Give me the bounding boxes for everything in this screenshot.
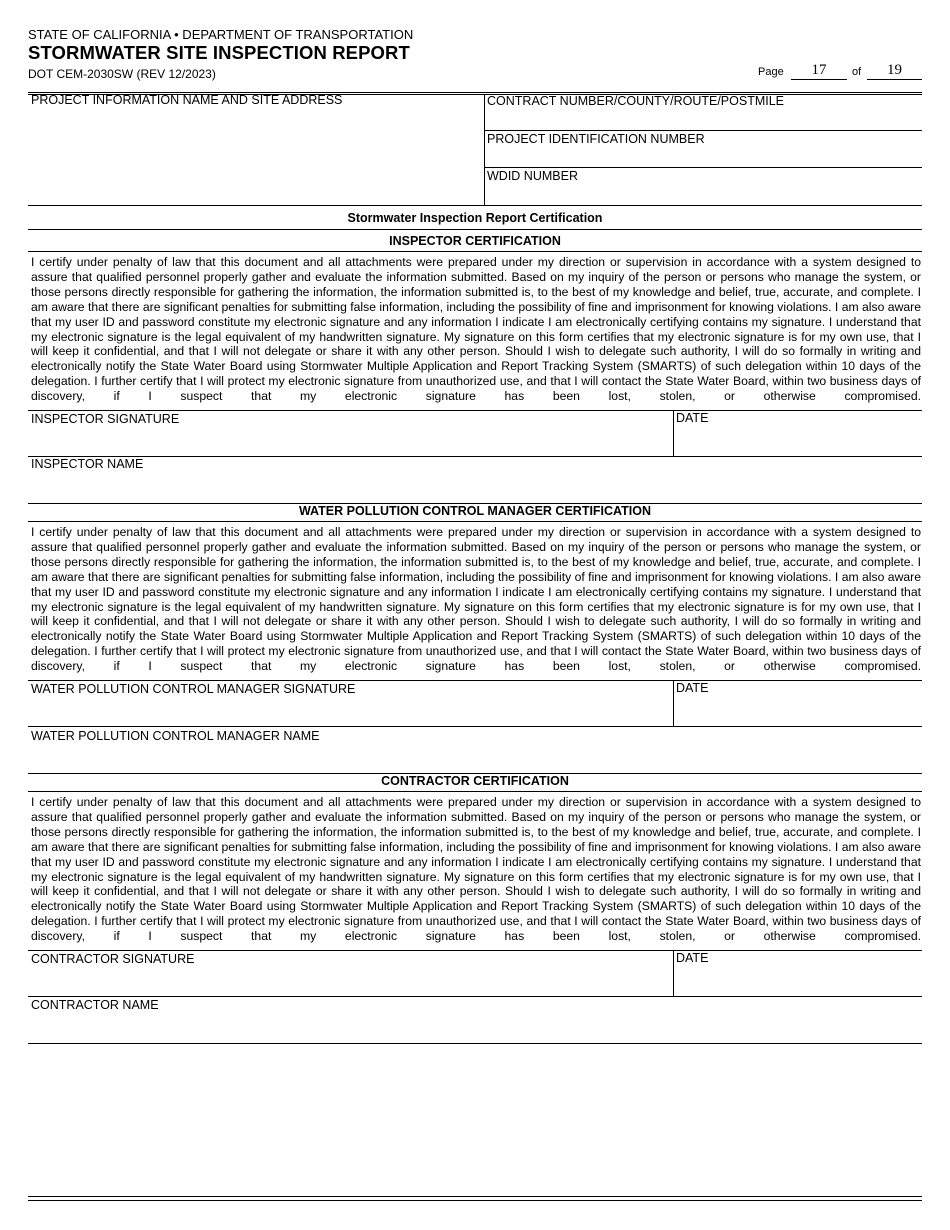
form-title: STORMWATER SITE INSPECTION REPORT (28, 42, 410, 63)
inspector-signature-field[interactable]: INSPECTOR SIGNATURE (31, 412, 180, 426)
contractor-heading: CONTRACTOR CERTIFICATION (381, 774, 569, 788)
page-number-field[interactable]: 17 (791, 61, 847, 80)
divider (673, 410, 674, 456)
contractor-signature-field[interactable]: CONTRACTOR SIGNATURE (31, 952, 195, 966)
divider (484, 167, 922, 168)
page-total-field[interactable]: 19 (867, 61, 922, 80)
contractor-name-field[interactable]: CONTRACTOR NAME (31, 998, 159, 1012)
divider (673, 950, 674, 996)
page-label: Page (758, 66, 784, 78)
divider (28, 1043, 922, 1044)
certification-title: Stormwater Inspection Report Certification (347, 211, 603, 225)
divider (28, 229, 922, 230)
divider (28, 791, 922, 792)
wpcm-date-field[interactable]: DATE (676, 681, 709, 695)
divider (28, 410, 922, 411)
inspector-heading: INSPECTOR CERTIFICATION (389, 234, 561, 248)
divider (28, 996, 922, 997)
inspector-name-field[interactable]: INSPECTOR NAME (31, 457, 144, 471)
wpcm-heading: WATER POLLUTION CONTROL MANAGER CERTIFICATION (298, 504, 652, 518)
inspector-date-field[interactable]: DATE (676, 411, 709, 425)
divider (28, 456, 922, 457)
wdid-number-field[interactable]: WDID NUMBER (487, 169, 578, 183)
wpcm-signature-field[interactable]: WATER POLLUTION CONTROL MANAGER SIGNATURE (31, 682, 356, 696)
inspector-certification-text: I certify under penalty of law that this document and all attachments were prepared under my direction or supervision in accordance with a system designed to assure that qualified personnel properly gather and evaluate the information submitted. Based on my inquiry of the person or persons who manage the system, or those persons directly responsible for gathering the information, the information submitted is, to the best of my knowledge and belief, true, accurate, and complete. I am aware that there are significant penalties for submitting false information, including the possibility of fine and imprisonment for knowing violations. I am also aware that my user ID and password constitute my electronic signature and any information I indicate I am electronically certifying contains my signature. I understand that my electronic signature is the legal equivalent of my handwritten signature. My signature on this form certifies that my electronic signature is for my own use, that I will keep it confidential, and that I will not delegate or share it with any other person. Should I wish to delegate such authority, I will do so formally in writing and electronically notify the State Water Board using Stormwater Multiple Application and Report Tracking System (SMARTS) of such delegation within 10 days of the delegation. I further certify that I will protect my electronic signature from unauthorized use, and that I will contact the State Water Board, within two business days of discovery, if I suspect that my electronic signature has been lost, stolen, or otherwise compromised. (31, 255, 921, 404)
divider (28, 726, 922, 727)
of-label: of (852, 66, 862, 78)
project-id-field[interactable]: PROJECT IDENTIFICATION NUMBER (487, 132, 705, 146)
agency-line: STATE OF CALIFORNIA • DEPARTMENT OF TRANSPORTATION (28, 27, 414, 42)
divider (673, 680, 674, 726)
divider (28, 521, 922, 522)
form-number: DOT CEM-2030SW (REV 12/2023) (28, 67, 216, 81)
footer-rule (28, 1200, 922, 1201)
divider (484, 130, 922, 131)
contractor-certification-text: I certify under penalty of law that this document and all attachments were prepared under my direction or supervision in accordance with a system designed to assure that qualified personnel properly gather and evaluate the information submitted. Based on my inquiry of the person or persons who manage the system, or those persons directly responsible for gathering the information, the information submitted is, to the best of my knowledge and belief, true, accurate, and complete. I am aware that there are significant penalties for submitting false information, including the possibility of fine and imprisonment for knowing violations. I am also aware that my user ID and password constitute my electronic signature and any information I indicate I am electronically certifying contains my signature. I understand that my electronic signature is the legal equivalent of my handwritten signature. My signature on this form certifies that my electronic signature is for my own use, that I will keep it confidential, and that I will not delegate or share it with any other person. Should I wish to delegate such authority, I will do so formally in writing and electronically notify the State Water Board using Stormwater Multiple Application and Report Tracking System (SMARTS) of such delegation within 10 days of the delegation. I further certify that I will protect my electronic signature from unauthorized use, and that I will contact the State Water Board, within two business days of discovery, if I suspect that my electronic signature has been lost, stolen, or otherwise compromised. (31, 795, 921, 944)
wpcm-certification-text: I certify under penalty of law that this document and all attachments were prepared under my direction or supervision in accordance with a system designed to assure that qualified personnel properly gather and evaluate the information submitted. Based on my inquiry of the person or persons who manage the system, or those persons directly responsible for gathering the information, the information submitted is, to the best of my knowledge and belief, true, accurate, and complete. I am aware that there are significant penalties for submitting false information, including the possibility of fine and imprisonment for knowing violations. I am also aware that my user ID and password constitute my electronic signature and any information I indicate I am electronically certifying contains my signature. I understand that my electronic signature is the legal equivalent of my handwritten signature. My signature on this form certifies that my electronic signature is for my own use, that I will keep it confidential, and that I will not delegate or share it with any other person. Should I wish to delegate such authority, I will do so formally in writing and electronically notify the State Water Board using Stormwater Multiple Application and Report Tracking System (SMARTS) of such delegation within 10 days of the delegation. I further certify that I will protect my electronic signature from unauthorized use, and that I will contact the State Water Board, within two business days of discovery, if I suspect that my electronic signature has been lost, stolen, or otherwise compromised. (31, 525, 921, 674)
divider (484, 94, 485, 205)
contract-number-field[interactable]: CONTRACT NUMBER/COUNTY/ROUTE/POSTMILE (487, 94, 785, 108)
divider (28, 950, 922, 951)
divider (28, 251, 922, 252)
footer-rule (28, 1196, 922, 1197)
project-name-address-field[interactable]: PROJECT INFORMATION NAME AND SITE ADDRESS (31, 93, 343, 107)
divider (28, 205, 922, 206)
divider (28, 680, 922, 681)
contractor-date-field[interactable]: DATE (676, 951, 709, 965)
wpcm-name-field[interactable]: WATER POLLUTION CONTROL MANAGER NAME (31, 729, 320, 743)
